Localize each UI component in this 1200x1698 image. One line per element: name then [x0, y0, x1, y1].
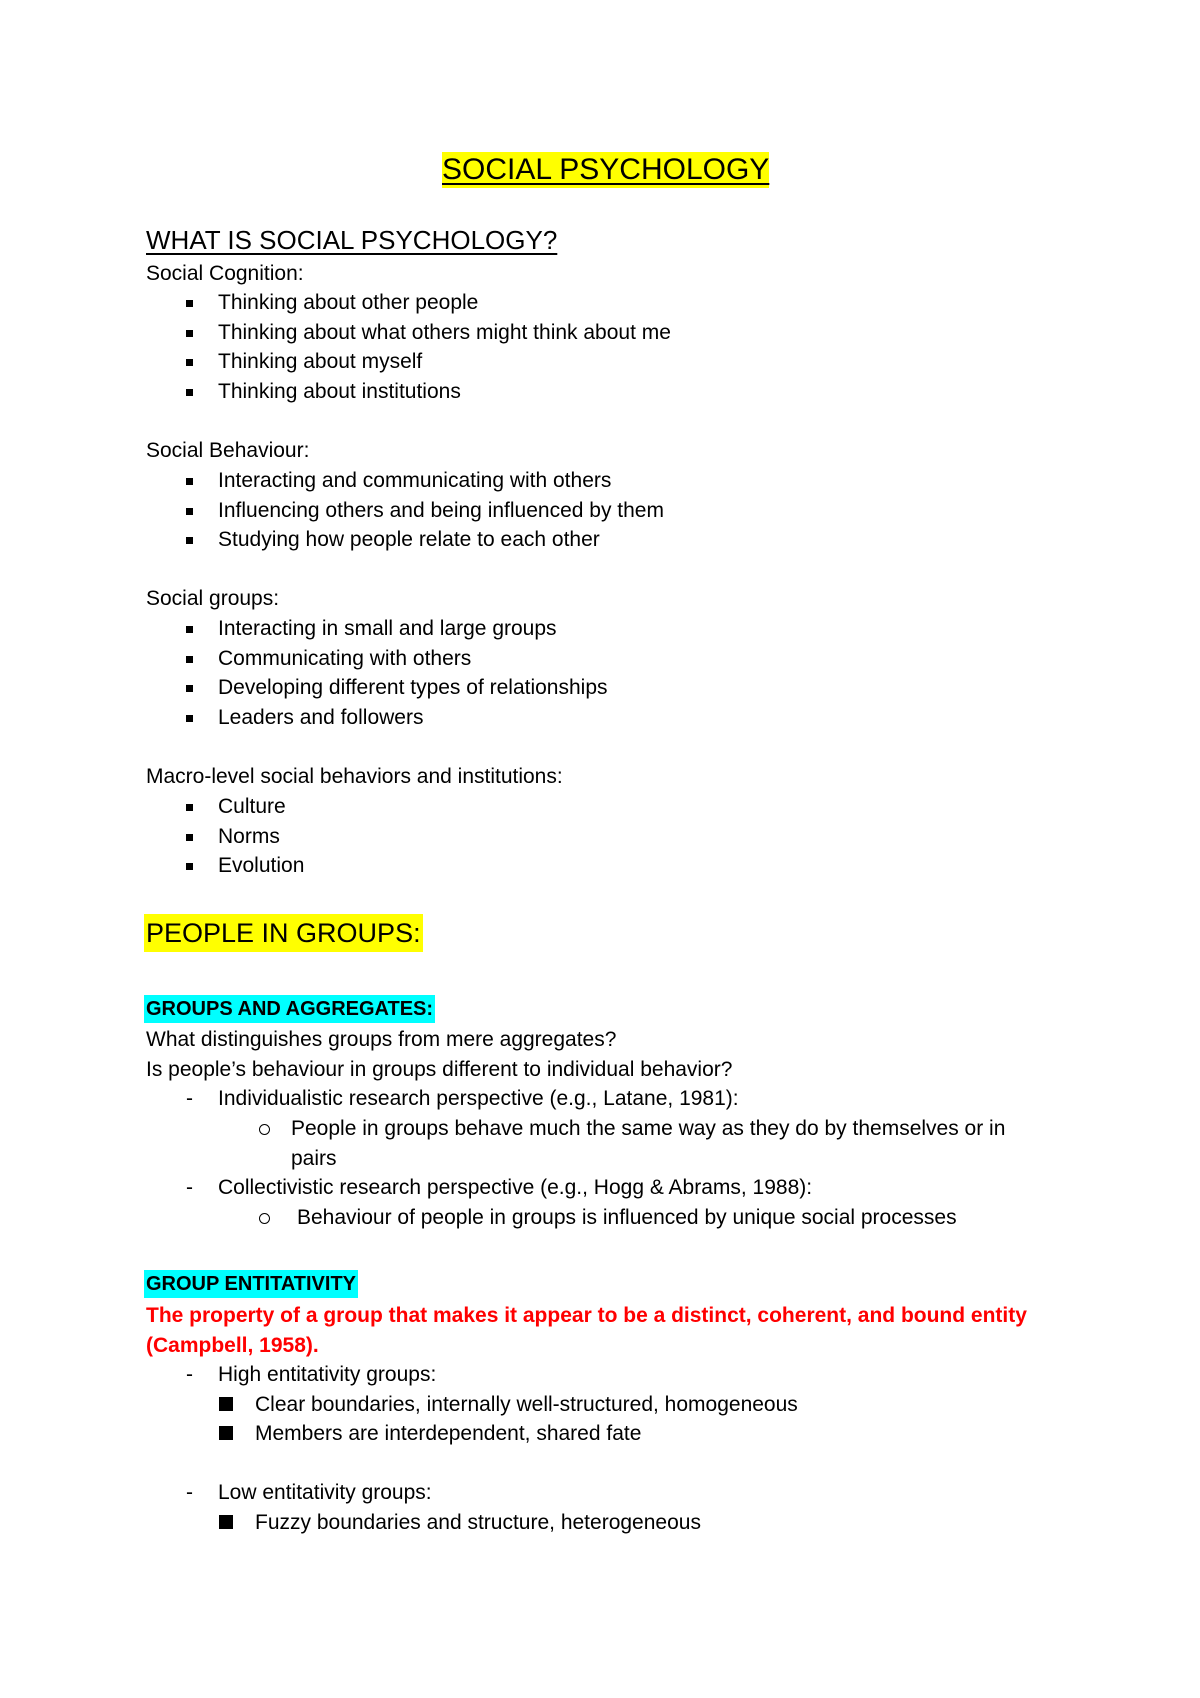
square-bullet-icon: [186, 834, 193, 841]
group-label-macro-level: Macro-level social behaviors and institutions:: [146, 765, 563, 788]
square-bullet-icon: [186, 804, 193, 811]
square-bullet-icon: [186, 389, 193, 396]
dash-bullet-icon: -: [186, 1481, 193, 1504]
perspective-label: Individualistic research perspective (e.g., Latane, 1981):: [218, 1087, 739, 1110]
square-bullet-icon: [186, 685, 193, 692]
list-item: Interacting and communicating with others: [218, 469, 612, 492]
list-item: Thinking about institutions: [218, 380, 461, 403]
square-bullet-icon: [219, 1426, 233, 1440]
group-label-social-cognition: Social Cognition:: [146, 262, 304, 285]
list-item: Thinking about myself: [218, 350, 423, 373]
circle-bullet-icon: [259, 1213, 270, 1224]
square-bullet-icon: [186, 478, 193, 485]
perspective-detail-continued: pairs: [291, 1147, 337, 1170]
section-heading-what-is: WHAT IS SOCIAL PSYCHOLOGY?: [146, 225, 558, 255]
list-item: Communicating with others: [218, 647, 472, 670]
entitativity-label-low: Low entitativity groups:: [218, 1481, 432, 1504]
list-item: Thinking about other people: [218, 291, 479, 314]
group-label-social-behaviour: Social Behaviour:: [146, 439, 310, 462]
question-text: What distinguishes groups from mere aggregates?: [146, 1028, 617, 1051]
list-item: Fuzzy boundaries and structure, heterogeneous: [255, 1511, 701, 1534]
square-bullet-icon: [186, 715, 193, 722]
section-heading-people-in-groups: PEOPLE IN GROUPS:: [144, 914, 423, 952]
list-item: Interacting in small and large groups: [218, 617, 557, 640]
question-text: Is people’s behaviour in groups different to individual behavior?: [146, 1058, 733, 1081]
square-bullet-icon: [186, 656, 193, 663]
list-item: Studying how people relate to each other: [218, 528, 600, 551]
definition-citation: (Campbell, 1958).: [146, 1334, 319, 1357]
square-bullet-icon: [186, 330, 193, 337]
list-item: Evolution: [218, 854, 305, 877]
group-label-social-groups: Social groups:: [146, 587, 280, 610]
subsection-heading-groups-aggregates: GROUPS AND AGGREGATES:: [144, 995, 435, 1023]
list-item: Thinking about what others might think about me: [218, 321, 671, 344]
definition-text: The property of a group that makes it appear to be a distinct, coherent, and bound entity: [146, 1304, 1027, 1327]
circle-bullet-icon: [259, 1124, 270, 1135]
square-bullet-icon: [186, 508, 193, 515]
subsection-heading-group-entitativity: GROUP ENTITATIVITY: [144, 1270, 358, 1298]
perspective-detail: Behaviour of people in groups is influenced by unique social processes: [297, 1206, 957, 1229]
dash-bullet-icon: -: [186, 1176, 193, 1199]
square-bullet-icon: [186, 359, 193, 366]
dash-bullet-icon: -: [186, 1087, 193, 1110]
document-title: SOCIAL PSYCHOLOGY: [442, 153, 770, 186]
perspective-label: Collectivistic research perspective (e.g., Hogg & Abrams, 1988):: [218, 1176, 813, 1199]
list-item: Members are interdependent, shared fate: [255, 1422, 642, 1445]
square-bullet-icon: [219, 1515, 233, 1529]
perspective-detail: People in groups behave much the same way as they do by themselves or in: [291, 1117, 1006, 1140]
square-bullet-icon: [186, 300, 193, 307]
list-item: Developing different types of relationships: [218, 676, 608, 699]
list-item: Clear boundaries, internally well-structured, homogeneous: [255, 1393, 798, 1416]
dash-bullet-icon: -: [186, 1363, 193, 1386]
list-item: Influencing others and being influenced by them: [218, 499, 664, 522]
square-bullet-icon: [186, 537, 193, 544]
list-item: Culture: [218, 795, 286, 818]
square-bullet-icon: [219, 1397, 233, 1411]
square-bullet-icon: [186, 626, 193, 633]
entitativity-label-high: High entitativity groups:: [218, 1363, 437, 1386]
list-item: Leaders and followers: [218, 706, 424, 729]
list-item: Norms: [218, 825, 280, 848]
square-bullet-icon: [186, 863, 193, 870]
